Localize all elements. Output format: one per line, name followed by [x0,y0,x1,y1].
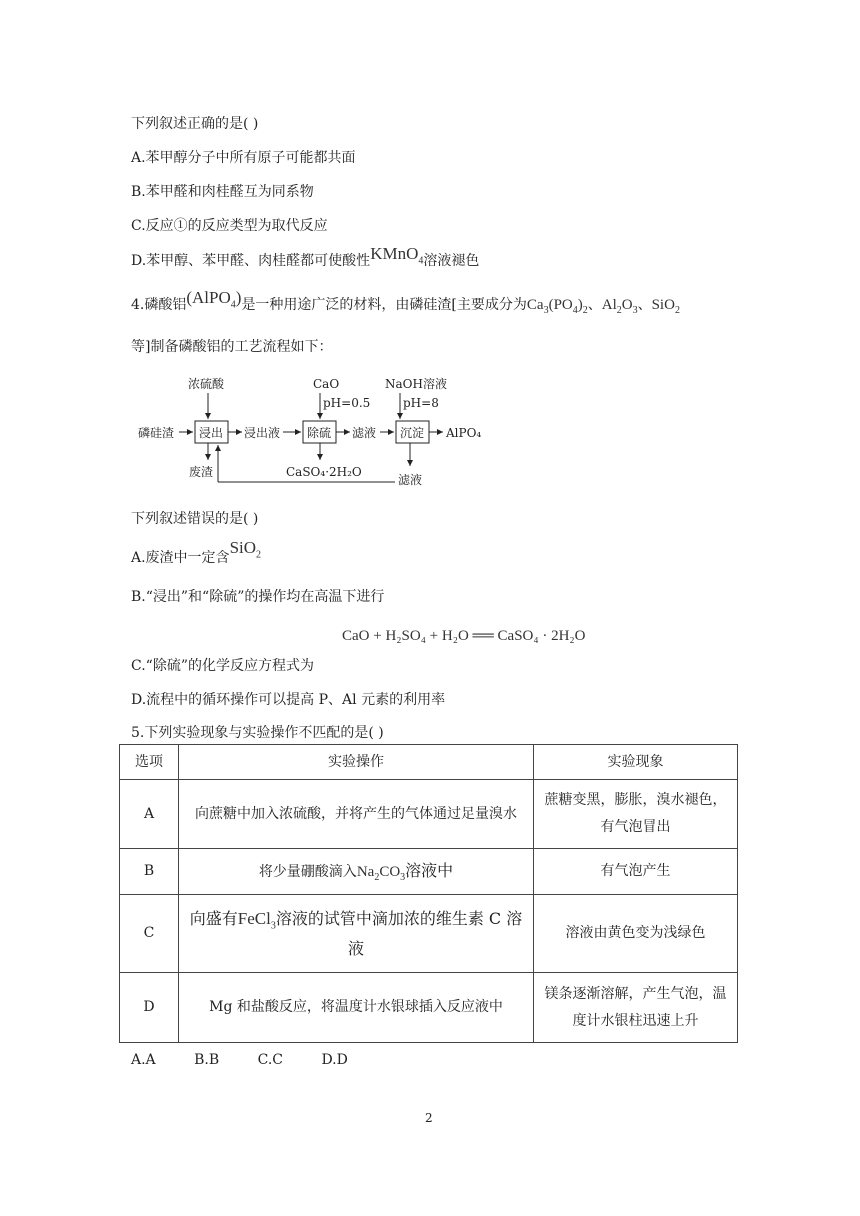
box-desulfurization-label: 除硫 [307,426,332,440]
q4-option-b: B.“浸出”和“除硫”的操作均在高温下进行 [131,589,385,605]
box-leaching [195,421,228,443]
q3-prompt: 下列叙述正确的是( ) [131,116,259,132]
filtrate-label: 滤液 [352,426,377,440]
q4-option-c: C.“除硫”的化学反应方程式为 [131,658,314,674]
q4-intro: 4.磷酸铝(AlPO$_4$)是一种用途广泛的材料，由磷硅渣[主要成分为$Ca_3(PO_4)_2$、$Al_2O_3$、SiO$_2$ [131,288,680,316]
q5-prompt: 5.下列实验现象与实验操作不匹配的是( ) [131,725,384,741]
leachate-label: 浸出液 [244,426,281,440]
q5-answer-choices [131,1052,382,1068]
box-precipitation-label: 沉淀 [400,426,425,440]
al2o3-formula: $Al_2O_3$ [601,297,638,316]
row-d-operation: Mg 和盐酸反应，将温度计水银球插入反应液中 [179,973,534,1043]
q4-option-d: D.流程中的循环操作可以提高 P、Al 元素的利用率 [131,692,446,708]
table-row [120,973,738,1043]
condition-ph-0-5: pH=0.5 [323,396,371,410]
row-c-option: C [120,895,179,973]
row-a-option: A [120,780,179,849]
header-operation: 实验操作 [179,745,534,780]
experiment-table [119,744,738,1043]
q4-prompt: 下列叙述错误的是( ) [131,511,259,527]
box-desulfurization [303,421,336,443]
product-label: AlPO₄ [446,426,482,440]
desulfurization-equation: CaO + H₂SO₄ + H₂O ══ CaSO₄ · 2H₂O [342,628,586,644]
ca3po42-formula: $Ca_3(PO_4)_2$ [526,297,588,316]
box-leaching-label: 浸出 [199,426,224,440]
answer-c: C.C [257,1052,283,1068]
sio2-formula: SiO$_2$ [651,297,680,316]
page-number: 2 [425,1111,433,1125]
row-a-operation: 向蔗糖中加入浓硫酸，并将产生的气体通过足量溴水 [179,780,534,849]
table-header-row [120,745,738,780]
q4-intro-line2: 等]制备磷酸铝的工艺流程如下： [131,339,333,355]
alpo4-formula: (AlPO$_4$) [186,288,242,311]
q3-option-d: D.苯甲醇、苯甲醛、肉桂醛都可使酸性KMnO$_4$溶液褪色 [131,244,480,269]
answer-b: B.B [194,1052,220,1068]
header-option: 选项 [120,745,179,780]
q3-option-c: C.反应①的反应类型为取代反应 [131,218,328,234]
answer-a: A.A [131,1052,156,1068]
answer-d: D.D [321,1052,348,1068]
input-naoh: NaOH溶液 [385,377,447,391]
header-phenomenon: 实验现象 [534,745,738,780]
row-c-operation: 向盛有FeCl$_3$溶液的试管中滴加浓的维生素 C 溶液 [179,895,534,973]
condition-ph-8: pH=8 [403,396,439,410]
q3-option-a: A.苯甲醇分子中所有原子可能都共面 [131,150,356,166]
row-d-phenomenon: 镁条逐渐溶解，产生气泡，温度计水银柱迅速上升 [534,973,738,1043]
filtrate-recycle-label: 滤液 [398,473,423,487]
q4-option-a: A.废渣中一定含SiO$_2$ [131,538,262,566]
table-row [120,849,738,895]
sio2-formula-option: SiO$_2$ [229,538,262,561]
table-row [120,780,738,849]
waste-residue-label: 废渣 [189,465,214,479]
row-d-option: D [120,973,179,1043]
row-c-phenomenon: 溶液由黄色变为浅绿色 [534,895,738,973]
box-precipitation [396,421,429,443]
kmno4-formula: KMnO$_4$ [370,244,424,267]
row-b-operation: 将少量硼酸滴入$Na_2CO_3$溶液中 [179,849,534,895]
input-cao: CaO [313,377,340,391]
input-conc-sulfuric-acid: 浓硫酸 [188,377,225,391]
row-b-option: B [120,849,179,895]
table-row [120,895,738,973]
row-a-phenomenon: 蔗糖变黑，膨胀，溴水褪色，有气泡冒出 [534,780,738,849]
start-material: 磷硅渣 [138,426,175,440]
row-b-phenomenon: 有气泡产生 [534,849,738,895]
caso4-precipitate-label: CaSO₄·2H₂O [286,465,362,479]
q3-option-b: B.苯甲醛和肉桂醛互为同系物 [131,184,314,200]
